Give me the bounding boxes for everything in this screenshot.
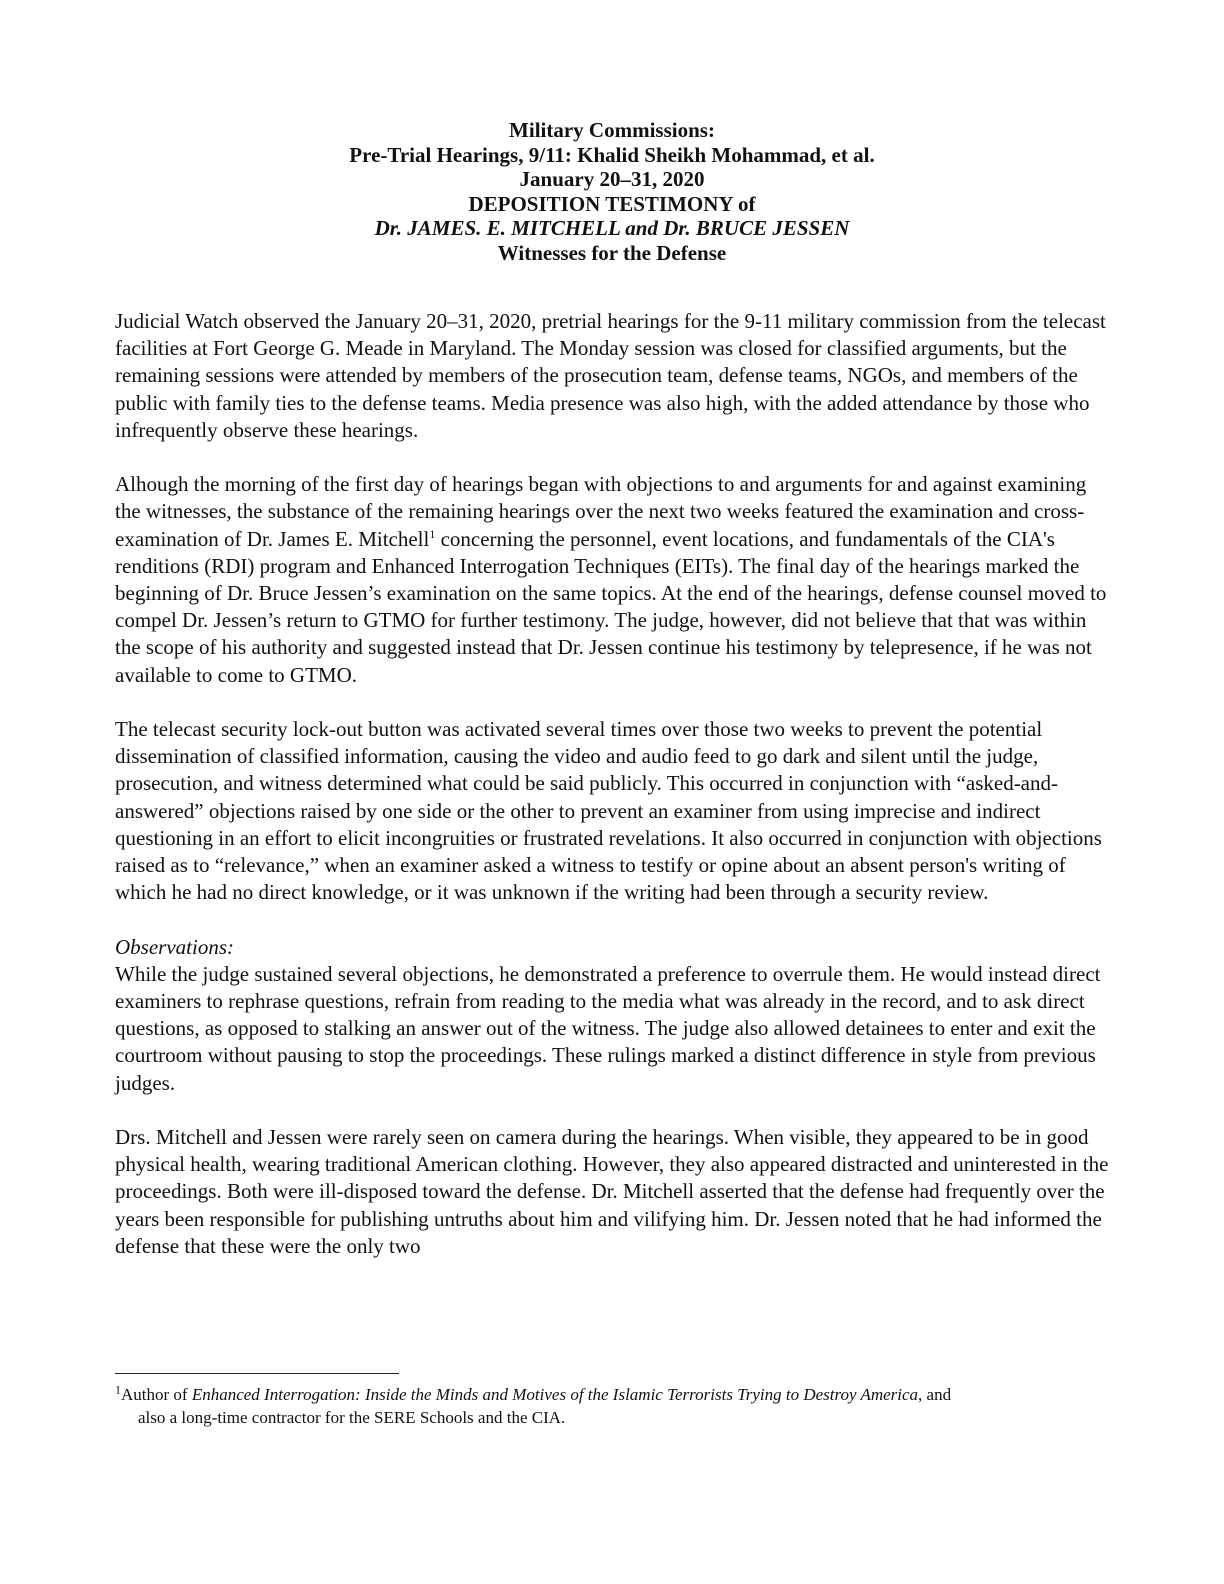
footnote-prefix: Author of xyxy=(121,1385,192,1404)
paragraph-2-part-b: concerning the personnel, event locations, and fundamentals of the CIA's renditions (RDI) program and Enhanced Interrogation Techniques (EITs). The final day of the hearings marked the beginning of Dr. Bruce Jessen’s examination on the same topics. At the end of the hearings, defense counsel moved to compel Dr. Jessen’s return to GTMO for further testimony. The judge, however, did not believe that that was within the scope of his authority and suggested instead that Dr. Jessen continue his testimony by telepresence, if he was not available to come to GTMO. xyxy=(115,526,1107,687)
footnote-book-title: Enhanced Interrogation: Inside the Minds and Motives of the Islamic Terrorists Trying to Destroy America xyxy=(191,1385,919,1404)
observations-heading: Observations: xyxy=(115,934,234,959)
title-line-2: Pre-Trial Hearings, 9/11: Khalid Sheikh Mohammad, et al. xyxy=(349,142,875,167)
footnote-number: 1 xyxy=(115,1382,121,1397)
footnote-line-2: also a long-time contractor for the SERE Schools and the CIA. xyxy=(138,1408,566,1427)
paragraph-1: Judicial Watch observed the January 20–31, 2020, pretrial hearings for the 9-11 military commission from the telecast facilities at Fort George G. Meade in Maryland. The Monday session was closed for classified arguments, but the remaining sessions were attended by members of the prosecution team, defense teams, NGOs, and members of the public with family ties to the defense teams. Media presence was also high, with the added attendance by those who infrequently observe these hearings. xyxy=(115,309,1106,442)
footnote-suffix: , and xyxy=(918,1385,952,1404)
paragraph-2-part-a: Alhough the morning of the first day of hearings began with objections to and arguments for and against examining the witnesses, the substance of the remaining hearings over the next two weeks featured the examination and cross-examination of Dr. James E. Mitchell xyxy=(115,472,1087,551)
document-title-block xyxy=(0,118,1224,265)
document-body xyxy=(115,308,1109,1260)
title-line-1: Military Commissions: xyxy=(509,118,715,142)
footnote-divider xyxy=(115,1373,399,1374)
footnote-reference: 1 xyxy=(429,526,436,541)
footnote xyxy=(115,1383,1109,1429)
title-line-4: DEPOSITION TESTIMONY of xyxy=(468,191,756,216)
title-line-6: Witnesses for the Defense xyxy=(497,240,727,265)
paragraph-5: Drs. Mitchell and Jessen were rarely seen on camera during the hearings. When visible, they appeared to be in good physical health, wearing traditional American clothing. However, they also appeared distracted and uninterested in the proceedings. Both were ill-disposed toward the defense. Dr. Mitchell asserted that the defense had frequently over the years been responsible for publishing untruths about him and vilifying him. Dr. Jessen noted that he had informed the defense that these were the only two xyxy=(115,1125,1109,1258)
title-line-3: January 20–31, 2020 xyxy=(519,167,705,191)
paragraph-2 xyxy=(115,471,1109,689)
paragraph-3: The telecast security lock-out button was activated several times over those two weeks to prevent the potential dissemination of classified information, causing the video and audio feed to go dark and silent until the judge, prosecution, and witness determined what could be said publicly. This occurred in conjunction with “asked-and-answered” objections raised by one side or the other to prevent an examiner from using imprecise and indirect questioning in an effort to elicit incongruities or frustrated revelations. It also occurred in conjunction with objections raised as to “relevance,” when an examiner asked a witness to testify or opine about an absent person's writing of which he had no direct knowledge, or it was unknown if the writing had been through a security review. xyxy=(115,717,1102,905)
title-line-5: Dr. JAMES. E. MITCHELL and Dr. BRUCE JESSEN xyxy=(374,216,850,240)
paragraph-4: While the judge sustained several objections, he demonstrated a preference to overrule them. He would instead direct examiners to rephrase questions, refrain from reading to the media what was already in the record, and to ask direct questions, as opposed to stalking an answer out of the witness. The judge also allowed detainees to enter and exit the courtroom without pausing to stop the proceedings. These rulings marked a distinct difference in style from previous judges. xyxy=(115,961,1101,1095)
